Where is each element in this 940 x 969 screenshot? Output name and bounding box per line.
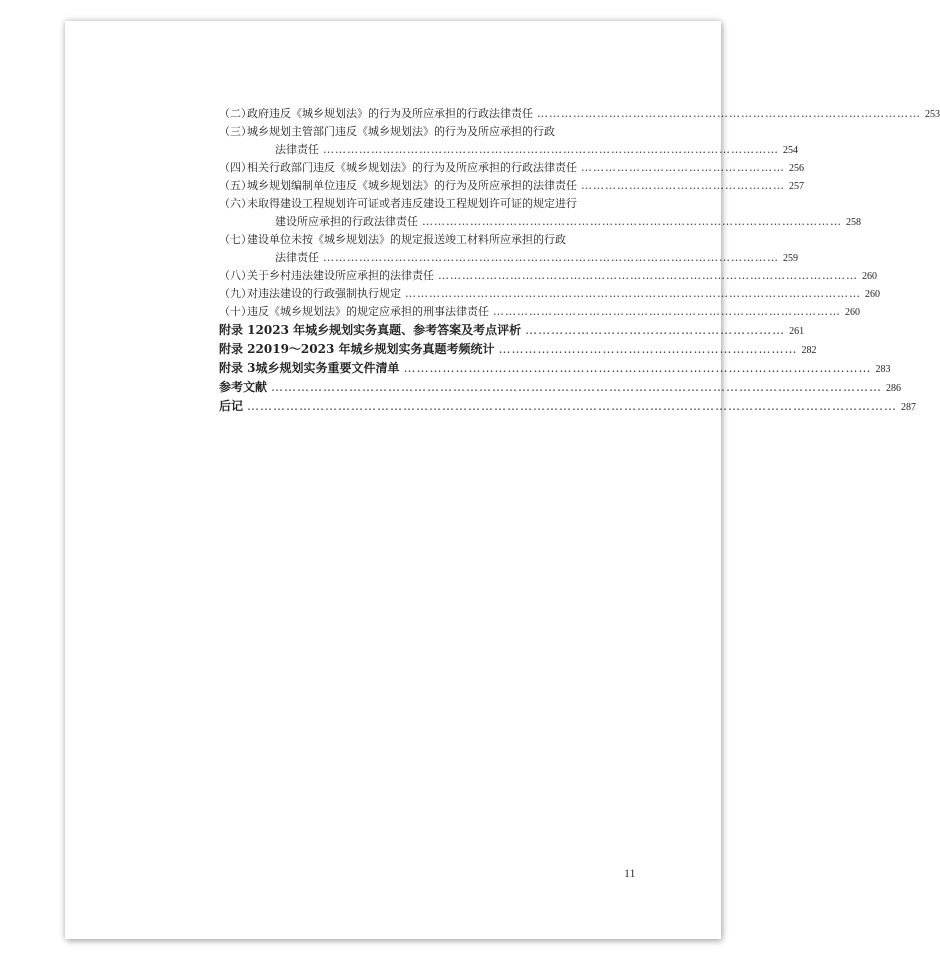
toc-entry-5 <box>219 177 804 195</box>
toc-entry-number: （九） <box>219 287 252 300</box>
toc-entry-title-continued: 法律责任 <box>275 251 319 264</box>
toc-entry-3-continued <box>219 141 798 159</box>
leader-dots: …………………………………………………………………………………… <box>537 107 921 120</box>
toc-entry-title: 城乡规划编制单位违反《城乡规划法》的行为及所应承担的法律责任 <box>247 179 577 192</box>
leader-dots: …………………………………………………………………………………………………… <box>405 287 861 300</box>
leader-dots: …………………………………………………………………………… <box>493 305 841 318</box>
toc-entry-title: 未取得建设工程规划许可证或者违反建设工程规划许可证的规定进行 <box>247 197 577 210</box>
page-number: 11 <box>624 866 636 880</box>
toc-entry-6 <box>219 195 650 213</box>
appendix-page: 261 <box>789 326 805 337</box>
toc-entry-page: 257 <box>789 181 804 192</box>
table-of-contents <box>219 105 940 416</box>
toc-entry-title: 关于乡村违法建设所应承担的法律责任 <box>247 269 434 282</box>
toc-entry-4 <box>219 159 804 177</box>
afterword-page: 287 <box>901 402 917 413</box>
appendix-page: 283 <box>875 364 891 375</box>
toc-entry-7-continued <box>219 249 798 267</box>
leader-dots: …………………………………………………………… <box>498 342 798 356</box>
toc-appendix-2 <box>219 340 817 359</box>
toc-entry-title-continued: 建设所应承担的行政法律责任 <box>275 215 418 228</box>
toc-entry-number: （六） <box>219 197 252 210</box>
toc-entry-page: 258 <box>846 217 861 228</box>
toc-appendix-1 <box>219 321 805 340</box>
appendix-page: 282 <box>801 345 817 356</box>
toc-entry-8 <box>219 267 877 285</box>
toc-references <box>219 378 902 397</box>
toc-entry-title: 城乡规划主管部门违反《城乡规划法》的行为及所应承担的行政 <box>247 125 555 138</box>
toc-entry-title: 相关行政部门违反《城乡规划法》的行为及所应承担的行政法律责任 <box>247 161 577 174</box>
afterword-title: 后记 <box>219 399 244 413</box>
toc-appendix-3 <box>219 359 891 378</box>
appendix-label: 附录 1 <box>219 323 256 337</box>
toc-entry-10 <box>219 303 860 321</box>
appendix-title: 2019～2023 年城乡规划实务真题考频统计 <box>255 342 495 356</box>
toc-entry-3 <box>219 123 650 141</box>
toc-entry-title: 政府违反《城乡规划法》的行为及所应承担的行政法律责任 <box>247 107 533 120</box>
toc-entry-number: （二） <box>219 107 252 120</box>
appendix-label: 附录 2 <box>219 342 256 356</box>
toc-entry-page: 260 <box>865 289 880 300</box>
leader-dots: …………………………………………………………………………………………… <box>438 269 858 282</box>
leader-dots: …………………………………………………………………………………………………………………………………… <box>247 399 898 413</box>
toc-entry-page: 259 <box>783 253 798 264</box>
toc-entry-number: （七） <box>219 233 252 246</box>
toc-afterword <box>219 397 917 416</box>
leader-dots: …………………………………………………………………………………………………………………………… <box>271 380 883 394</box>
toc-entry-2 <box>219 105 940 123</box>
toc-entry-page: 256 <box>789 163 804 174</box>
toc-entry-number: （四） <box>219 161 252 174</box>
leader-dots: …………………………………………………………………………………………………… <box>323 251 779 264</box>
toc-entry-7 <box>219 231 650 249</box>
references-title: 参考文献 <box>219 380 268 394</box>
appendix-title: 2023 年城乡规划实务真题、参考答案及考点评析 <box>255 323 522 337</box>
leader-dots: …………………………………………………………………………………………… <box>422 215 842 228</box>
toc-entry-page: 253 <box>925 109 940 120</box>
toc-entry-number: （八） <box>219 269 252 282</box>
appendix-title: 城乡规划实务重要文件清单 <box>255 361 400 375</box>
references-page: 286 <box>886 383 902 394</box>
toc-entry-number: （三） <box>219 125 252 138</box>
leader-dots: …………………………………………… <box>581 161 785 174</box>
appendix-label: 附录 3 <box>219 361 256 375</box>
leader-dots: …………………………………………… <box>581 179 785 192</box>
toc-entry-title-continued: 法律责任 <box>275 143 319 156</box>
toc-entry-page: 260 <box>862 271 877 282</box>
toc-entry-9 <box>219 285 880 303</box>
leader-dots: ……………………………………………………………………………………………… <box>403 361 872 375</box>
toc-entry-title: 建设单位未按《城乡规划法》的规定报送竣工材料所应承担的行政 <box>247 233 566 246</box>
toc-entry-page: 254 <box>783 145 798 156</box>
leader-dots: …………………………………………………………………………………………………… <box>323 143 779 156</box>
toc-entry-number: （十） <box>219 305 252 318</box>
toc-entry-number: （五） <box>219 179 252 192</box>
toc-entry-page: 260 <box>845 307 860 318</box>
toc-entry-6-continued <box>219 213 861 231</box>
leader-dots: …………………………………………………… <box>525 323 786 337</box>
toc-entry-title: 对违法建设的行政强制执行规定 <box>247 287 401 300</box>
toc-entry-title: 违反《城乡规划法》的规定应承担的刑事法律责任 <box>247 305 489 318</box>
